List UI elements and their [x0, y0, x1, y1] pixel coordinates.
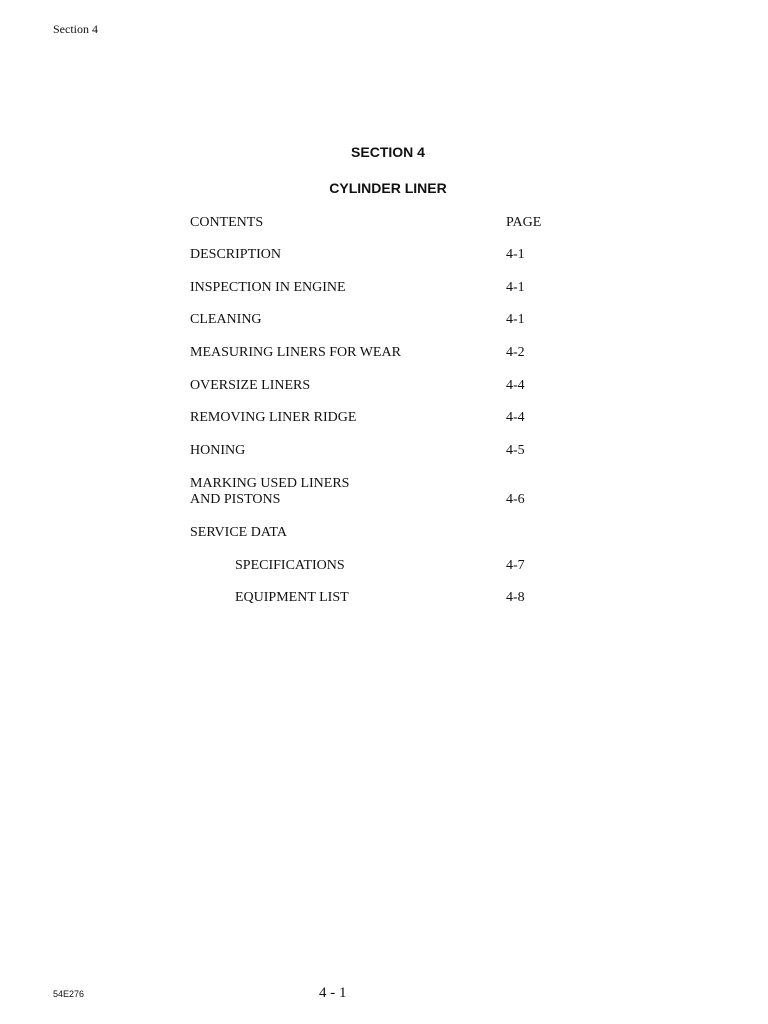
running-header: Section 4: [53, 22, 98, 36]
toc-contents-heading: CONTENTS: [190, 215, 264, 230]
toc-entry-label: REMOVING LINER RIDGE: [190, 410, 357, 425]
toc-entry-label: INSPECTION IN ENGINE: [190, 280, 346, 295]
toc-entry-page: 4-8: [506, 590, 525, 605]
toc-entry-label: CLEANING: [190, 312, 262, 327]
document-title: CYLINDER LINER: [329, 180, 447, 196]
toc-entry-page: 4-1: [506, 312, 525, 327]
toc-subentry-label: EQUIPMENT LIST: [235, 590, 349, 605]
toc-entry-label: DESCRIPTION: [190, 247, 282, 262]
toc-entry-label: MARKING USED LINERS: [190, 476, 350, 491]
toc-entry-label: MEASURING LINERS FOR WEAR: [190, 345, 401, 360]
toc-entry-page: 4-2: [506, 345, 525, 360]
section-title: SECTION 4: [351, 144, 425, 160]
toc-entry-page: 4-7: [506, 558, 525, 573]
toc-page-heading: PAGE: [506, 215, 542, 230]
toc-entry-page: 4-4: [506, 378, 525, 393]
toc-entry-label: OVERSIZE LINERS: [190, 378, 311, 393]
toc-entry-label: SERVICE DATA: [190, 525, 287, 540]
toc-entry-page: 4-4: [506, 410, 525, 425]
document-code: 54E276: [53, 989, 85, 999]
toc-entry-page: 4-1: [506, 247, 525, 262]
toc-subentry-label: SPECIFICATIONS: [235, 558, 345, 573]
toc-entry-page: 4-6: [506, 492, 525, 507]
toc-entry-label-continued: AND PISTONS: [190, 492, 281, 507]
toc-entry-label: HONING: [190, 443, 246, 458]
toc-entry-page: 4-5: [506, 443, 525, 458]
page-number: 4 - 1: [319, 985, 347, 1001]
toc-entry-page: 4-1: [506, 280, 525, 295]
